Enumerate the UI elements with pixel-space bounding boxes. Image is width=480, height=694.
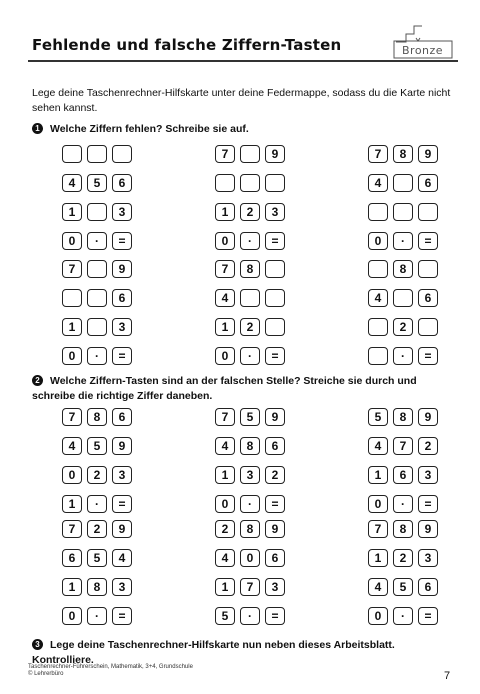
keypad-row [62,318,132,338]
calculator-key: 1 [62,495,82,513]
bronze-badge [392,22,456,60]
keypad [215,145,285,261]
calculator-key: 3 [112,203,132,221]
calculator-key: · [87,495,107,513]
calculator-key: 3 [265,203,285,221]
calculator-key: · [240,495,260,513]
calculator-key [87,318,107,336]
keypad [368,145,438,261]
badge-label: Bronze [402,44,444,57]
task-3-text: Lege deine Taschenrechner-Hilfskarte nun neben dieses Arbeitsblatt. Kontrolliere. [32,639,395,666]
calculator-key: 8 [393,408,413,426]
keypad [215,408,285,524]
calculator-key: 2 [393,549,413,567]
keypad-row [215,437,285,457]
keypad [215,260,285,376]
calculator-key [368,203,388,221]
calculator-key: = [112,607,132,625]
calculator-key: 4 [62,437,82,455]
calculator-key: 7 [215,408,235,426]
calculator-key [265,174,285,192]
keypad-row [368,318,438,338]
calculator-key: 1 [215,466,235,484]
footer-line-2: © Lehrerbüro [28,671,64,677]
keypad-row [215,260,285,280]
calculator-key: 2 [393,318,413,336]
task-1 [32,122,452,137]
calculator-key: 1 [368,466,388,484]
keypad-row [368,408,438,428]
keypad-row [62,578,132,598]
keypad-row [368,466,438,486]
calculator-key: = [112,232,132,250]
calculator-key: 0 [368,607,388,625]
calculator-key: 3 [265,578,285,596]
calculator-key: 2 [265,466,285,484]
calculator-key: 5 [393,578,413,596]
keypad-row [368,203,438,223]
calculator-key: 3 [418,466,438,484]
calculator-key: 3 [418,549,438,567]
calculator-key [418,318,438,336]
calculator-key: = [418,232,438,250]
calculator-key: 8 [393,260,413,278]
calculator-key: 7 [62,408,82,426]
footer-credits [28,664,193,678]
keypad-row [62,466,132,486]
calculator-key: 4 [368,289,388,307]
calculator-key: 9 [112,437,132,455]
calculator-key: 9 [265,408,285,426]
calculator-key: · [87,232,107,250]
calculator-key: · [240,607,260,625]
calculator-key: 4 [112,549,132,567]
calculator-key: 8 [393,520,413,538]
calculator-key: 4 [368,437,388,455]
keypad [368,408,438,524]
calculator-key: 6 [393,466,413,484]
calculator-key: 7 [393,437,413,455]
calculator-key: 8 [87,408,107,426]
keypad-row [215,549,285,569]
calculator-key: 1 [215,318,235,336]
calculator-key [418,260,438,278]
calculator-key: = [265,232,285,250]
keypad-row [215,347,285,367]
page-number: 7 [444,670,451,682]
keypad-row [62,347,132,367]
keypad [62,260,132,376]
calculator-key: 9 [112,520,132,538]
calculator-key: 8 [393,145,413,163]
calculator-key: 1 [62,203,82,221]
calculator-key: 7 [62,260,82,278]
calculator-key: 5 [240,408,260,426]
calculator-key: 8 [87,578,107,596]
calculator-key: = [418,607,438,625]
calculator-key [240,174,260,192]
calculator-key: · [393,495,413,513]
calculator-key: 0 [62,466,82,484]
calculator-key [112,145,132,163]
keypad-row [368,549,438,569]
calculator-key: 9 [418,408,438,426]
calculator-key: 0 [62,607,82,625]
calculator-key: 9 [112,260,132,278]
calculator-key: 5 [215,607,235,625]
calculator-key: = [418,347,438,365]
keypad-row [62,174,132,194]
calculator-key: 1 [215,203,235,221]
calculator-key [87,260,107,278]
calculator-key: 0 [215,347,235,365]
task-2 [32,374,452,404]
calculator-key: · [87,607,107,625]
keypad-row [62,203,132,223]
calculator-key: 1 [62,318,82,336]
calculator-key: 5 [87,437,107,455]
title-rule [28,60,458,62]
calculator-key: = [265,347,285,365]
intro-text: Lege deine Taschenrechner-Hilfskarte unter deine Federmappe, sodass du die Karte nicht sehen kannst. [32,87,451,114]
calculator-key [87,203,107,221]
keypad-row [368,578,438,598]
calculator-key: = [112,495,132,513]
worksheet-title: Fehlende und falsche Ziffern-Tasten [32,36,342,54]
keypad-row [368,437,438,457]
keypad-row [215,607,285,627]
calculator-key: 5 [368,408,388,426]
calculator-key: 7 [215,145,235,163]
calculator-key: 9 [265,520,285,538]
calculator-key: 7 [215,260,235,278]
calculator-key: 2 [418,437,438,455]
calculator-key: 5 [87,549,107,567]
calculator-key [393,203,413,221]
calculator-key: 2 [87,520,107,538]
keypad-row [368,289,438,309]
keypad [368,520,438,636]
keypad-row [368,145,438,165]
task-2-text: Welche Ziffern-Tasten sind an der falschen Stelle? Streiche sie durch und schreibe die richtige Ziffer daneben. [32,375,417,402]
calculator-key: 7 [240,578,260,596]
keypad-row [368,495,438,515]
task-1-number: 1 [32,123,43,134]
calculator-key: · [393,232,413,250]
keypad-row [215,466,285,486]
calculator-key: = [265,495,285,513]
calculator-key: 3 [112,466,132,484]
calculator-key: 2 [87,466,107,484]
calculator-key: 8 [240,260,260,278]
calculator-key: 1 [368,549,388,567]
calculator-key: 6 [418,578,438,596]
calculator-key [368,347,388,365]
calculator-key: · [87,347,107,365]
calculator-key: 9 [418,520,438,538]
calculator-key: 2 [215,520,235,538]
calculator-key: 0 [368,495,388,513]
calculator-key: 3 [112,318,132,336]
keypad-row [368,232,438,252]
task-3-number: 3 [32,639,43,650]
calculator-key: 4 [215,437,235,455]
calculator-key: 6 [418,174,438,192]
calculator-key [240,145,260,163]
keypad-row [215,232,285,252]
calculator-key [368,260,388,278]
calculator-key: 3 [112,578,132,596]
keypad [62,408,132,524]
keypad-row [368,174,438,194]
calculator-key: 0 [368,232,388,250]
keypad-row [215,145,285,165]
calculator-key: 7 [368,520,388,538]
keypad-row [62,408,132,428]
keypad-row [215,203,285,223]
calculator-key [393,289,413,307]
calculator-key: 4 [368,578,388,596]
calculator-key: 0 [215,495,235,513]
calculator-key: 9 [418,145,438,163]
calculator-key: 6 [418,289,438,307]
calculator-key: 4 [368,174,388,192]
keypad-row [215,578,285,598]
task-1-text: Welche Ziffern fehlen? Schreibe sie auf. [50,123,249,135]
calculator-key [265,289,285,307]
keypad-row [62,437,132,457]
calculator-key: 4 [62,174,82,192]
calculator-key [62,145,82,163]
calculator-key [215,174,235,192]
calculator-key: · [393,347,413,365]
calculator-key: · [240,347,260,365]
calculator-key: 0 [62,232,82,250]
calculator-key: 6 [112,408,132,426]
calculator-key: 0 [240,549,260,567]
keypad-row [368,260,438,280]
calculator-key: 6 [62,549,82,567]
keypad [215,520,285,636]
calculator-key: = [265,607,285,625]
keypad-row [62,607,132,627]
calculator-key: 9 [265,145,285,163]
calculator-key [62,289,82,307]
calculator-key: 0 [215,232,235,250]
calculator-key: 7 [368,145,388,163]
calculator-key: 3 [240,466,260,484]
calculator-key: 6 [265,549,285,567]
keypad-row [215,408,285,428]
calculator-key [87,145,107,163]
calculator-key: 8 [240,520,260,538]
task-2-number: 2 [32,375,43,386]
keypad-row [368,520,438,540]
calculator-key: 7 [62,520,82,538]
calculator-key: 4 [215,289,235,307]
keypad-row [62,520,132,540]
calculator-key: 8 [240,437,260,455]
calculator-key: 1 [215,578,235,596]
calculator-key [240,289,260,307]
calculator-key [265,260,285,278]
calculator-key: = [112,347,132,365]
keypad-row [62,145,132,165]
calculator-key: 0 [62,347,82,365]
calculator-key: = [418,495,438,513]
calculator-key [265,318,285,336]
keypad [62,520,132,636]
keypad-row [215,289,285,309]
calculator-key: 6 [265,437,285,455]
calculator-key: 2 [240,318,260,336]
keypad-row [215,495,285,515]
keypad-row [62,549,132,569]
keypad-row [62,495,132,515]
keypad-row [215,520,285,540]
keypad-row [62,232,132,252]
calculator-key [418,203,438,221]
keypad [62,145,132,261]
keypad-row [62,289,132,309]
calculator-key: · [393,607,413,625]
calculator-key [368,318,388,336]
keypad-row [215,318,285,338]
calculator-key: 6 [112,289,132,307]
calculator-key: 5 [87,174,107,192]
keypad-row [62,260,132,280]
footer-line-1: Taschenrechner-Führerschein, Mathematik, 3+4, Grundschule [28,664,193,670]
calculator-key: 2 [240,203,260,221]
keypad-row [368,347,438,367]
calculator-key [87,289,107,307]
calculator-key: · [240,232,260,250]
keypad [368,260,438,376]
calculator-key: 4 [215,549,235,567]
keypad-row [368,607,438,627]
calculator-key: 6 [112,174,132,192]
calculator-key: 1 [62,578,82,596]
keypad-row [215,174,285,194]
calculator-key [393,174,413,192]
